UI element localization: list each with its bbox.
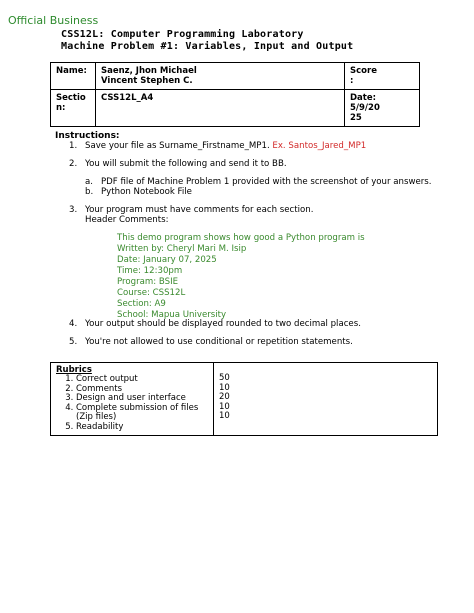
sub-b-text: Python Notebook File [101, 187, 192, 197]
rubrics-criteria-cell [51, 363, 214, 436]
course-title: CSS12L: Computer Programming Laboratory [61, 29, 304, 40]
score-cell [345, 63, 420, 90]
rubric-points: 20 [219, 392, 230, 403]
mp-title: Machine Problem #1: Variables, Input and Output [61, 41, 354, 52]
rubrics-table [50, 362, 438, 436]
sub-b-letter: b. [85, 187, 94, 197]
item-1-text: Save your file as Surname_Firstname_MP1. [85, 141, 273, 151]
rubric-item: 2. Comments [76, 385, 208, 395]
section-label-cell [51, 90, 96, 127]
name-line-1: Saenz, Jhon Michael [101, 66, 197, 76]
rubric-points: 10 [219, 401, 230, 412]
item-1 [85, 141, 366, 151]
section-value: CSS12L_A4 [101, 93, 154, 103]
code-line: Time: 12:30pm [117, 266, 183, 276]
item-4-number: 4. [69, 319, 78, 329]
student-info-table [50, 62, 420, 127]
instructions-heading: Instructions: [55, 131, 120, 141]
official-business-badge: Official Business [8, 14, 99, 27]
code-line: Written by: Cheryl Mari M. Isip [117, 244, 247, 254]
rubric-item: 3. Design and user interface [76, 394, 208, 404]
header-comment-block [117, 233, 365, 321]
score-colon: : [350, 76, 354, 86]
section-label-2: n: [56, 103, 66, 113]
date-cell [345, 90, 420, 127]
section-value-cell [96, 90, 345, 127]
rubric-points: 10 [219, 382, 230, 393]
name-label-cell [51, 63, 96, 90]
item-5-text: You're not allowed to use conditional or repetition statements. [85, 337, 353, 347]
rubrics-heading: Rubrics [56, 365, 92, 375]
name-value-cell [96, 63, 345, 90]
item-1-example: Ex. Santos_Jared_MP1 [272, 141, 367, 151]
rubrics-list [56, 375, 208, 433]
score-label: Score [350, 66, 377, 76]
sub-a-letter: a. [85, 177, 93, 187]
date-label: Date: [350, 93, 377, 103]
item-1-number: 1. [69, 141, 78, 151]
rubric-points: 10 [219, 411, 230, 422]
rubric-points: 50 [219, 373, 230, 383]
code-line: Date: January 07, 2025 [117, 255, 217, 265]
item-3-line-1: Your program must have comments for each section. [85, 205, 314, 215]
rubrics-points-cell [214, 363, 438, 436]
item-2-text: You will submit the following and send it to BB. [85, 159, 287, 169]
code-line: School: Mapua University [117, 310, 227, 320]
rubric-item: 1. Correct output [76, 375, 208, 385]
code-line: Program: BSIE [117, 277, 179, 287]
item-5-number: 5. [69, 337, 78, 347]
rubric-item: 5. Readability [76, 423, 208, 433]
item-2-number: 2. [69, 159, 78, 169]
rubric-item: 4. Complete submission of files (Zip files) [76, 404, 208, 423]
item-3-number: 3. [69, 205, 78, 215]
date-line-1: 5/9/20 [350, 103, 380, 113]
section-label-1: Sectio [56, 93, 86, 103]
date-line-2: 25 [350, 113, 362, 123]
code-line: This demo program shows how good a Python program is [117, 233, 365, 243]
name-label: Name: [56, 66, 87, 76]
item-3-line-2: Header Comments: [85, 215, 169, 225]
name-line-2: Vincent Stephen C. [101, 76, 193, 86]
sub-a-text: PDF file of Machine Problem 1 provided with the screenshot of your answers. [101, 177, 432, 187]
code-line: Section: A9 [117, 299, 166, 309]
code-line: Course: CSS12L [117, 288, 186, 298]
item-4-text: Your output should be displayed rounded to two decimal places. [85, 319, 361, 329]
